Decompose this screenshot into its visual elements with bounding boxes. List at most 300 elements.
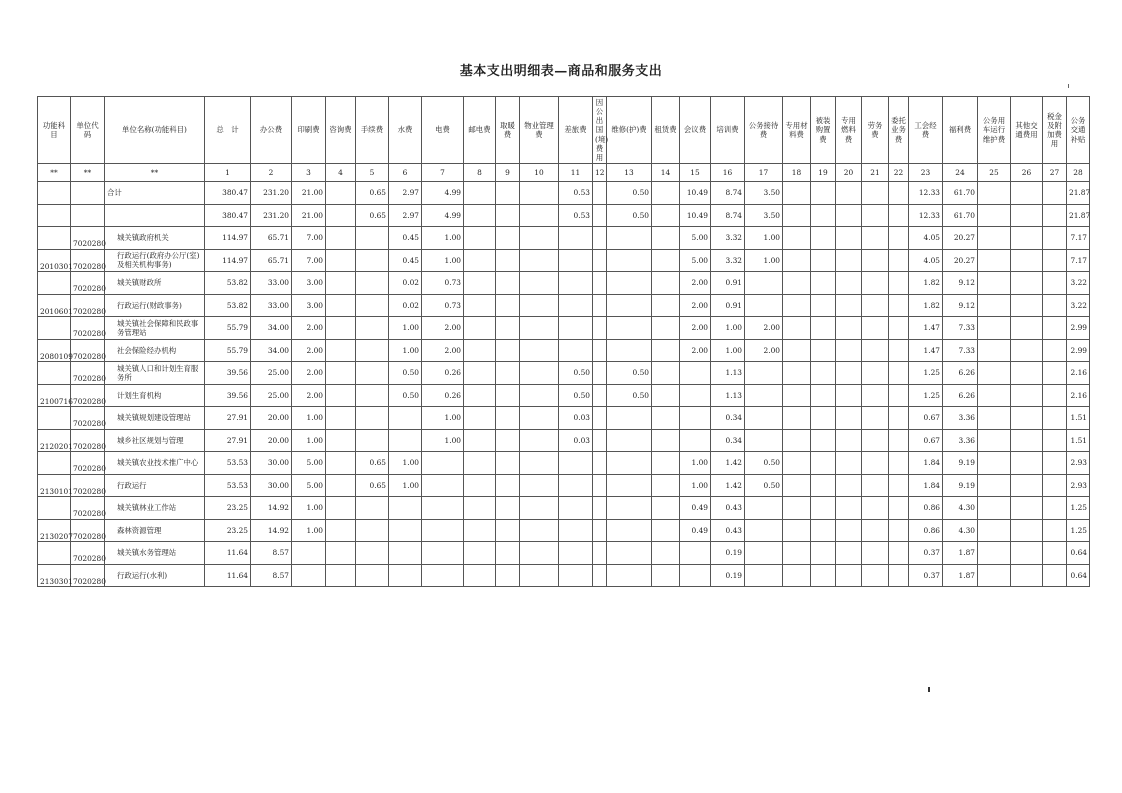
amount-cell [889, 474, 909, 497]
amount-cell [652, 497, 680, 520]
amount-cell [745, 362, 783, 385]
amount-cell: 2.99 [1067, 317, 1090, 340]
unit-name-cell: 城关镇社会保障和民政事务管理站 [105, 317, 205, 340]
expense-detail-table [37, 96, 1090, 587]
amount-cell [1011, 204, 1043, 227]
amount-cell: 27.91 [205, 429, 251, 452]
amount-cell [978, 384, 1011, 407]
unit-name-cell: 城关镇人口和计划生育服务所 [105, 362, 205, 385]
function-code-cell [38, 272, 71, 295]
amount-cell [389, 519, 422, 542]
table-row [38, 272, 1090, 295]
amount-cell [652, 317, 680, 340]
amount-cell: 2.97 [389, 182, 422, 205]
amount-cell [520, 519, 559, 542]
column-index-cell: ** [71, 164, 105, 182]
amount-cell: 2.00 [292, 362, 326, 385]
amount-cell: 7.17 [1067, 249, 1090, 272]
unit-code-cell: 7020280 [71, 384, 105, 407]
amount-cell: 1.00 [422, 227, 464, 250]
amount-cell [652, 452, 680, 475]
unit-name-cell: 城乡社区规划与管理 [105, 429, 205, 452]
amount-cell [836, 384, 862, 407]
amount-cell [1011, 452, 1043, 475]
amount-cell [811, 294, 836, 317]
amount-cell [836, 407, 862, 430]
function-code-cell [38, 362, 71, 385]
amount-cell [889, 182, 909, 205]
amount-cell [652, 542, 680, 565]
amount-cell: 3.50 [745, 204, 783, 227]
amount-cell [496, 542, 520, 565]
amount-cell [593, 227, 607, 250]
amount-cell: 0.50 [389, 362, 422, 385]
amount-cell: 0.45 [389, 249, 422, 272]
amount-cell [326, 339, 356, 362]
amount-cell [520, 204, 559, 227]
unit-code-cell: 7020280 [71, 452, 105, 475]
amount-cell [811, 564, 836, 587]
amount-cell [559, 317, 593, 340]
amount-cell [1011, 474, 1043, 497]
amount-cell: 21.00 [292, 182, 326, 205]
amount-cell [811, 317, 836, 340]
unit-code-cell [71, 182, 105, 205]
amount-cell [389, 497, 422, 520]
amount-cell [496, 227, 520, 250]
amount-cell [496, 429, 520, 452]
amount-cell [652, 272, 680, 295]
amount-cell: 53.82 [205, 294, 251, 317]
amount-cell [520, 317, 559, 340]
amount-cell: 9.19 [943, 474, 978, 497]
amount-cell [1011, 249, 1043, 272]
amount-cell: 11.64 [205, 542, 251, 565]
unit-name-cell: 行政运行(财政事务) [105, 294, 205, 317]
amount-cell [862, 497, 889, 520]
amount-cell [889, 317, 909, 340]
amount-cell [889, 452, 909, 475]
amount-cell [1011, 564, 1043, 587]
table-row [38, 519, 1090, 542]
amount-cell [520, 384, 559, 407]
function-code-cell [38, 227, 71, 250]
amount-cell [652, 519, 680, 542]
amount-cell: 2.00 [680, 272, 711, 295]
amount-cell [593, 182, 607, 205]
column-header: 邮电费 [464, 97, 496, 164]
unit-code-cell [71, 204, 105, 227]
amount-cell: 0.34 [711, 429, 745, 452]
amount-cell [520, 452, 559, 475]
amount-cell [680, 362, 711, 385]
table-row [38, 384, 1090, 407]
amount-cell: 0.86 [909, 519, 943, 542]
amount-cell: 8.74 [711, 204, 745, 227]
amount-cell [464, 564, 496, 587]
amount-cell: 3.22 [1067, 294, 1090, 317]
column-index-cell: 23 [909, 164, 943, 182]
amount-cell: 0.73 [422, 272, 464, 295]
amount-cell [593, 204, 607, 227]
amount-cell [978, 362, 1011, 385]
column-index-cell: 4 [326, 164, 356, 182]
column-header: 差旅费 [559, 97, 593, 164]
amount-cell: 1.00 [292, 497, 326, 520]
amount-cell [745, 294, 783, 317]
column-index-cell: 18 [783, 164, 811, 182]
amount-cell [326, 204, 356, 227]
column-header: 咨询费 [326, 97, 356, 164]
amount-cell: 1.51 [1067, 429, 1090, 452]
amount-cell [356, 542, 389, 565]
amount-cell [978, 249, 1011, 272]
column-index-cell: 14 [652, 164, 680, 182]
amount-cell: 1.25 [909, 362, 943, 385]
column-header: 电费 [422, 97, 464, 164]
amount-cell: 0.53 [559, 182, 593, 205]
amount-cell [356, 227, 389, 250]
amount-cell [356, 564, 389, 587]
column-index-cell: 16 [711, 164, 745, 182]
function-code-cell: 2010301 [38, 249, 71, 272]
amount-cell: 1.42 [711, 452, 745, 475]
amount-cell [520, 429, 559, 452]
amount-cell [889, 339, 909, 362]
amount-cell [326, 474, 356, 497]
amount-cell [745, 272, 783, 295]
amount-cell [607, 317, 652, 340]
unit-code-cell: 7020280 [71, 294, 105, 317]
table-row [38, 474, 1090, 497]
amount-cell [520, 272, 559, 295]
amount-cell [326, 542, 356, 565]
function-code-cell [38, 497, 71, 520]
column-index-cell: 20 [836, 164, 862, 182]
amount-cell [862, 182, 889, 205]
amount-cell [1043, 317, 1067, 340]
amount-cell [745, 542, 783, 565]
amount-cell: 0.67 [909, 429, 943, 452]
amount-cell: 53.53 [205, 474, 251, 497]
amount-cell [422, 474, 464, 497]
column-header: 公务交通补贴 [1067, 97, 1090, 164]
amount-cell [783, 362, 811, 385]
amount-cell: 0.50 [607, 384, 652, 407]
column-header: 办公费 [251, 97, 292, 164]
amount-cell [836, 519, 862, 542]
amount-cell: 21.00 [292, 204, 326, 227]
amount-cell [356, 339, 389, 362]
amount-cell: 0.53 [559, 204, 593, 227]
column-index-cell: 12 [593, 164, 607, 182]
amount-cell [978, 407, 1011, 430]
amount-cell: 0.50 [607, 362, 652, 385]
amount-cell: 3.32 [711, 249, 745, 272]
amount-cell: 7.33 [943, 339, 978, 362]
amount-cell [326, 317, 356, 340]
amount-cell: 2.00 [680, 317, 711, 340]
amount-cell [607, 249, 652, 272]
amount-cell [652, 227, 680, 250]
amount-cell [1011, 294, 1043, 317]
amount-cell [811, 339, 836, 362]
amount-cell [326, 249, 356, 272]
amount-cell [1043, 362, 1067, 385]
amount-cell: 0.50 [607, 182, 652, 205]
amount-cell: 1.82 [909, 294, 943, 317]
amount-cell [593, 339, 607, 362]
table-row [38, 317, 1090, 340]
amount-cell: 20.27 [943, 249, 978, 272]
function-code-cell: 2130301 [38, 564, 71, 587]
function-code-cell: 2120201 [38, 429, 71, 452]
amount-cell: 2.16 [1067, 362, 1090, 385]
unit-code-cell: 7020280 [71, 429, 105, 452]
amount-cell: 1.00 [711, 339, 745, 362]
amount-cell: 4.99 [422, 182, 464, 205]
column-index-cell: 22 [889, 164, 909, 182]
amount-cell: 20.00 [251, 429, 292, 452]
amount-cell: 4.05 [909, 227, 943, 250]
amount-cell [1043, 474, 1067, 497]
amount-cell [652, 204, 680, 227]
amount-cell [862, 339, 889, 362]
function-code-cell [38, 204, 71, 227]
amount-cell [783, 204, 811, 227]
amount-cell [356, 294, 389, 317]
amount-cell [593, 294, 607, 317]
amount-cell [836, 362, 862, 385]
amount-cell [862, 362, 889, 385]
column-index-cell: 24 [943, 164, 978, 182]
amount-cell [1043, 452, 1067, 475]
amount-cell [496, 497, 520, 520]
amount-cell [389, 429, 422, 452]
amount-cell: 5.00 [680, 227, 711, 250]
amount-cell [889, 227, 909, 250]
amount-cell: 0.37 [909, 564, 943, 587]
amount-cell [356, 429, 389, 452]
amount-cell [593, 384, 607, 407]
amount-cell [422, 497, 464, 520]
amount-cell [1011, 519, 1043, 542]
amount-cell: 1.00 [292, 407, 326, 430]
amount-cell [836, 272, 862, 295]
amount-cell: 0.64 [1067, 564, 1090, 587]
amount-cell [652, 474, 680, 497]
table-row [38, 497, 1090, 520]
amount-cell: 0.19 [711, 564, 745, 587]
amount-cell: 1.25 [909, 384, 943, 407]
column-header: 印刷费 [292, 97, 326, 164]
amount-cell [464, 519, 496, 542]
amount-cell [559, 564, 593, 587]
function-code-cell [38, 182, 71, 205]
amount-cell: 21.87 [1067, 182, 1090, 205]
amount-cell: 1.25 [1067, 519, 1090, 542]
column-index-cell: 5 [356, 164, 389, 182]
column-header: 被装购置费 [811, 97, 836, 164]
amount-cell [836, 227, 862, 250]
amount-cell: 380.47 [205, 182, 251, 205]
amount-cell [680, 564, 711, 587]
amount-cell: 0.50 [607, 204, 652, 227]
amount-cell: 231.20 [251, 182, 292, 205]
amount-cell [978, 519, 1011, 542]
amount-cell [356, 519, 389, 542]
amount-cell [836, 204, 862, 227]
amount-cell [326, 384, 356, 407]
amount-cell [496, 407, 520, 430]
amount-cell [783, 384, 811, 407]
amount-cell: 0.65 [356, 204, 389, 227]
amount-cell [811, 182, 836, 205]
column-header: 物业管理费 [520, 97, 559, 164]
amount-cell: 3.32 [711, 227, 745, 250]
amount-cell [811, 362, 836, 385]
amount-cell [862, 384, 889, 407]
amount-cell [1011, 542, 1043, 565]
amount-cell [889, 429, 909, 452]
amount-cell [652, 339, 680, 362]
amount-cell [326, 429, 356, 452]
unit-name-cell: 社会保险经办机构 [105, 339, 205, 362]
amount-cell [889, 564, 909, 587]
amount-cell [607, 407, 652, 430]
column-index-cell: 1 [205, 164, 251, 182]
amount-cell: 0.45 [389, 227, 422, 250]
function-code-cell [38, 452, 71, 475]
amount-cell [496, 564, 520, 587]
amount-cell [783, 182, 811, 205]
amount-cell: 3.50 [745, 182, 783, 205]
table-row [38, 227, 1090, 250]
amount-cell: 2.16 [1067, 384, 1090, 407]
amount-cell [811, 497, 836, 520]
amount-cell [811, 227, 836, 250]
column-index-cell: 3 [292, 164, 326, 182]
table-row [38, 429, 1090, 452]
amount-cell: 7.33 [943, 317, 978, 340]
amount-cell: 14.92 [251, 497, 292, 520]
amount-cell [811, 474, 836, 497]
amount-cell: 0.19 [711, 542, 745, 565]
amount-cell: 0.43 [711, 497, 745, 520]
column-header: 因公出国(境)费用 [593, 97, 607, 164]
amount-cell [862, 474, 889, 497]
amount-cell: 0.03 [559, 407, 593, 430]
amount-cell [1043, 249, 1067, 272]
amount-cell [496, 384, 520, 407]
amount-cell [889, 519, 909, 542]
amount-cell [783, 339, 811, 362]
function-code-cell: 2130101 [38, 474, 71, 497]
amount-cell: 0.37 [909, 542, 943, 565]
amount-cell [593, 474, 607, 497]
table-row [38, 182, 1090, 205]
amount-cell [464, 407, 496, 430]
amount-cell [559, 497, 593, 520]
amount-cell: 231.20 [251, 204, 292, 227]
amount-cell [559, 474, 593, 497]
amount-cell: 3.00 [292, 294, 326, 317]
amount-cell [862, 294, 889, 317]
amount-cell [520, 362, 559, 385]
amount-cell [464, 497, 496, 520]
amount-cell: 0.02 [389, 272, 422, 295]
amount-cell [607, 519, 652, 542]
column-header: 租赁费 [652, 97, 680, 164]
column-header: 委托业务费 [889, 97, 909, 164]
amount-cell: 3.22 [1067, 272, 1090, 295]
amount-cell [292, 564, 326, 587]
table-row [38, 407, 1090, 430]
amount-cell [680, 542, 711, 565]
amount-cell [326, 272, 356, 295]
amount-cell: 53.53 [205, 452, 251, 475]
amount-cell: 23.25 [205, 497, 251, 520]
amount-cell [978, 227, 1011, 250]
amount-cell [1011, 407, 1043, 430]
amount-cell: 0.91 [711, 272, 745, 295]
amount-cell [836, 317, 862, 340]
amount-cell: 1.00 [711, 317, 745, 340]
unit-code-cell: 7020280 [71, 407, 105, 430]
amount-cell [889, 362, 909, 385]
amount-cell: 23.25 [205, 519, 251, 542]
amount-cell [978, 497, 1011, 520]
amount-cell: 1.00 [422, 407, 464, 430]
amount-cell: 3.00 [292, 272, 326, 295]
amount-cell [559, 519, 593, 542]
amount-cell [496, 519, 520, 542]
amount-cell [326, 452, 356, 475]
amount-cell: 1.47 [909, 339, 943, 362]
amount-cell [978, 564, 1011, 587]
amount-cell [1043, 294, 1067, 317]
amount-cell [520, 474, 559, 497]
amount-cell: 7.17 [1067, 227, 1090, 250]
amount-cell: 1.51 [1067, 407, 1090, 430]
amount-cell: 8.57 [251, 542, 292, 565]
amount-cell [811, 429, 836, 452]
amount-cell [1043, 429, 1067, 452]
amount-cell: 39.56 [205, 384, 251, 407]
amount-cell [889, 497, 909, 520]
column-header: 单位代码 [71, 97, 105, 164]
amount-cell [1043, 519, 1067, 542]
amount-cell [326, 519, 356, 542]
column-header: 税金及附加费用 [1043, 97, 1067, 164]
amount-cell [783, 519, 811, 542]
function-code-cell: 2130207 [38, 519, 71, 542]
amount-cell: 27.91 [205, 407, 251, 430]
amount-cell [422, 564, 464, 587]
amount-cell: 1.00 [680, 452, 711, 475]
amount-cell: 1.84 [909, 474, 943, 497]
amount-cell: 65.71 [251, 227, 292, 250]
amount-cell [389, 407, 422, 430]
amount-cell: 0.49 [680, 519, 711, 542]
amount-cell: 4.30 [943, 497, 978, 520]
amount-cell: 6.26 [943, 384, 978, 407]
amount-cell [1011, 362, 1043, 385]
amount-cell [326, 294, 356, 317]
amount-cell [1043, 542, 1067, 565]
amount-cell [811, 272, 836, 295]
amount-cell: 20.00 [251, 407, 292, 430]
